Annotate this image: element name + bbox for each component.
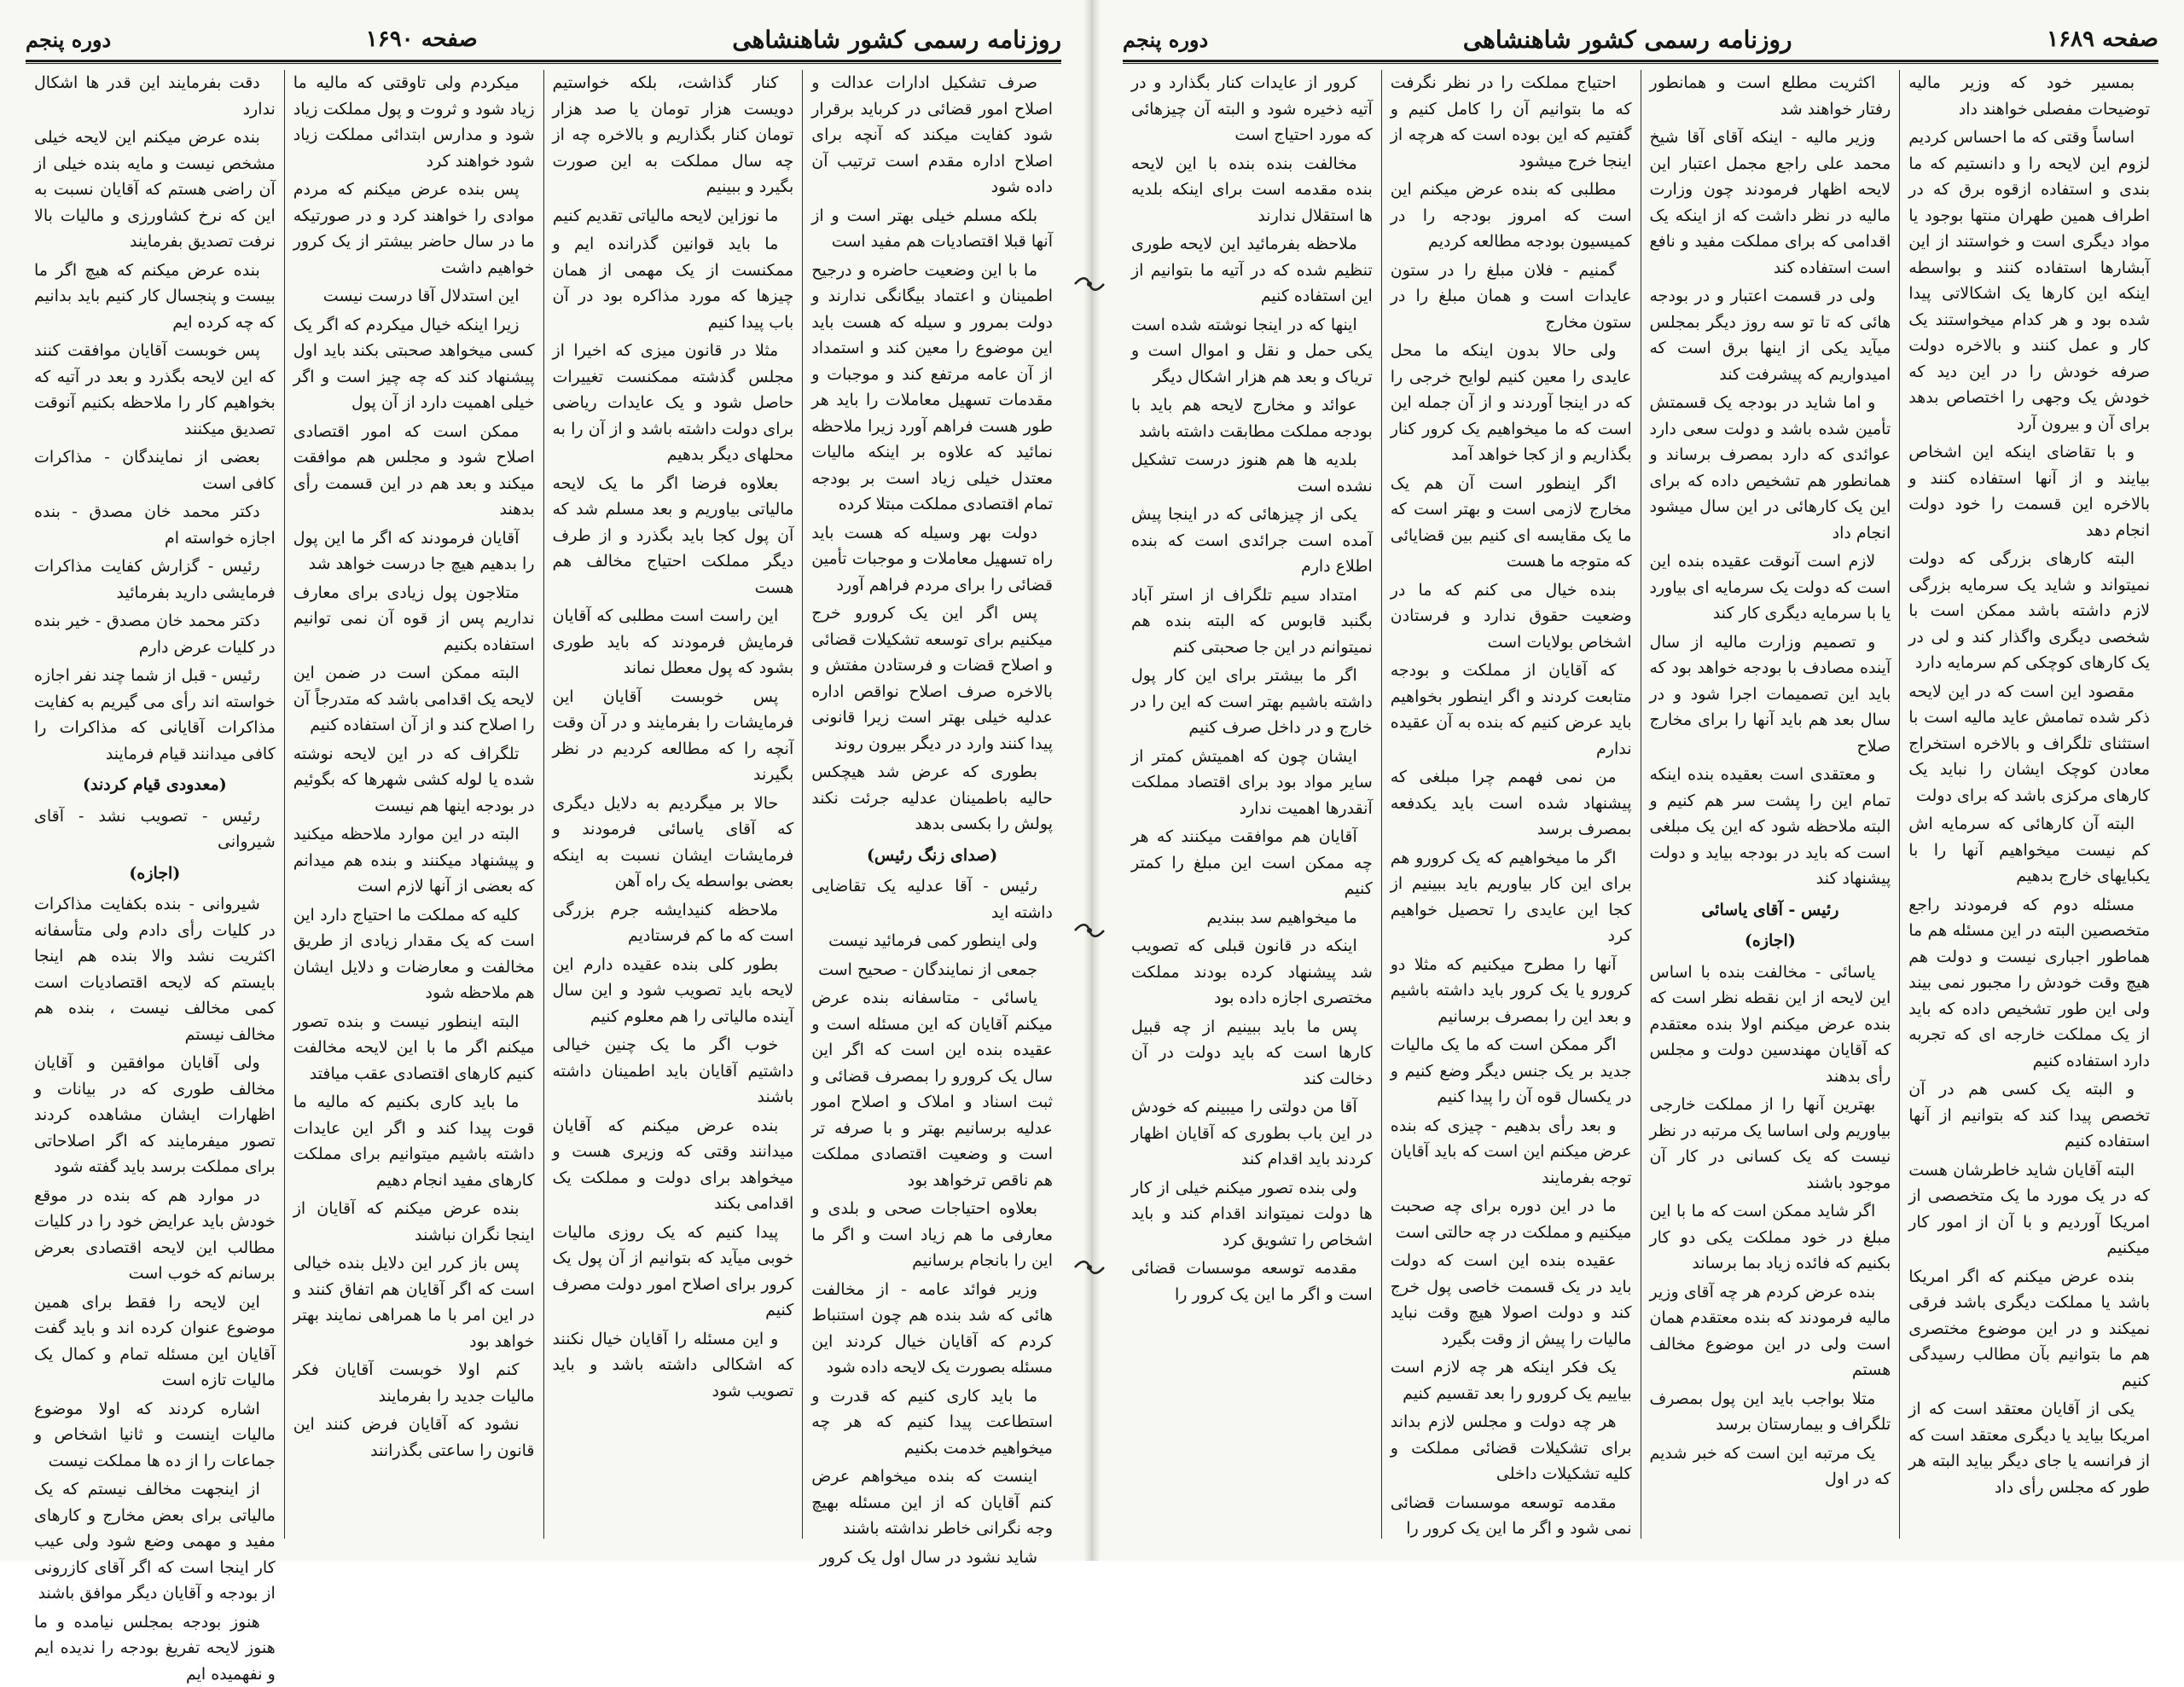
paragraph: کلیه که مملکت ما احتیاج دارد این است که یک مقدار زیادی از طریق مخالفت و معارضات و دلایل ایشان هم ملاحظه شود [293,902,535,1006]
paragraph: دولت بهر وسیله که هست باید راه تسهیل معاملات و موجبات تأمین قضائی را برای مردم فراهم آورد [811,520,1053,599]
paragraph: مقدمه توسعه موسسات قضائی نمی شود و اگر ما این یک کرور را [1391,1490,1632,1542]
paragraph: کنار گذاشت، بلکه خواستیم دویست هزار تومان یا صد هزار تومان کنار بگذاریم و بالاخره چه از چه سال مملکت به این صورت بگیرد و ببینیم [553,70,794,200]
paragraph: تلگراف که در این لایحه نوشته شده یا لوله کشی شهرها که بگوئیم در بودجه اینها هم نیست [293,741,535,820]
paragraph: هر چه دولت و مجلس لازم بداند برای تشکیلات قضائی مملکت و کلیه تشکیلات داخلی [1391,1409,1632,1487]
text-column [1641,70,1900,1539]
text-column [1899,70,2158,1539]
paragraph: ولی بنده تصور میکنم خیلی از کار ها دولت نمیتواند اقدام کند و باید اشخاص را تشویق کرد [1131,1175,1373,1254]
paragraph: ولی آقایان موافقین و آقایان مخالف طوری که در بیانات و اظهارات ایشان مشاهده کردند تصور میفرمایند که اگر اصلاحاتی برای مملکت برسد باید گفته شود [34,1050,276,1180]
paragraph: البته کارهای بزرگی که دولت نمیتواند و شاید یک سرمایه بزرگی لازم داشته باشد ممکن است با شخصی دیگری واگذار کند و لی در یک کارهای کوچکی کم سرمایه دارد [1908,546,2150,676]
paragraph: البته ممکن است در ضمن این لایحه یک اقدامی باشد که متدرجاً آن را اصلاح کند و از آن استفاده کنیم [293,660,535,739]
ornament-flourish-icon [1073,921,1106,940]
paragraph: آنها را مطرح میکنیم که مثلا دو کرورو یا یک کرور باید داشته باشیم و بعد این را بمصرف برسانیم [1391,952,1632,1030]
paragraph: کنم اولا خوبست آقایان فکر مالیات جدید را بفرمایند [293,1357,535,1409]
text-column [26,70,284,1539]
ornament-flourish-icon [1073,275,1106,293]
paragraph: بنده عرض کردم هر چه آقای وزیر مالیه فرمودند که بنده معتقدم همان است ولی در این موضوع مخالف هستم [1650,1279,1891,1383]
book-gutter [1083,0,1101,1561]
left-page [0,0,1088,1561]
paragraph: البته اینطور نیست و بنده تصور میکنم اگر ما با این لایحه مخالفت کنیم کارهای اقتصادی عقب میافتد [293,1009,535,1087]
paragraph: رئیس - آقای یاسائی [1650,897,1891,924]
left-page-edition: دوره پنجم [26,27,111,52]
paragraph: که آقایان از مملکت و بودجه متابعت کردند و اگر اینطور بخواهیم باید عرض کنیم که بنده به آن عقیده ندارم [1391,658,1632,762]
paragraph: متلاجون پول زیادی برای معارف نداریم پس از قوه آن نمی توانیم استفاده بکنیم [293,580,535,658]
right-page-columns [1123,70,2158,1539]
paragraph: یاسائی - متاسفانه بنده عرض میکنم آقایان که این مسئله است و عقیده بنده این است که اگر این سال یک کرورو را بمصرف قضائی و ثبت اسناد و املاک و اصلاح امور عدلیه برسانیم بهتر و با صرفه تر است و وضعیت اقتصادی مملکت هم ناقص ترخواهد بود [811,985,1053,1193]
paragraph: شیروانی - بنده بکفایت مذاکرات در کلیات رأی دادم ولی متأسفانه اکثریت نشد والا بنده هم اینجا بایستم که لایحه اقتصادیات است کمی مخالف نیست ، بنده هم مخالف نیستم [34,891,276,1047]
paragraph: این استدلال آقا درست نیست [293,283,535,310]
paragraph: اگر ممکن است که ما یک مالیات جدید بر یک جنس دیگر وضع کنیم و در یکسال قوه آن را پیدا کنیم [1391,1032,1632,1110]
paragraph: نشود که آقایان فرض کنند این قانون را ساعتی بگذرانند [293,1412,535,1464]
paragraph: اکثریت مطلع است و همانطور رفتار خواهند شد [1650,70,1891,122]
paragraph: زیرا اینکه خیال میکردم که اگر یک کسی میخواهد صحبتی بکند باید اول پیشنهاد کند که چه چیز است و اگر خیلی اهمیت دارد از آن پول [293,312,535,416]
paragraph: عقیده بنده این است که دولت باید در یک قسمت خاصی پول خرج کند و دولت اصولا هیچ وقت نباید مالیات را پیش از وقت بگیرد [1391,1248,1632,1352]
text-column [284,70,543,1539]
paragraph: مخالفت بنده بنده با این لایحه بنده مقدمه است برای اینکه بلدیه ها استقلال ندارند [1131,151,1373,229]
paragraph: ولی در قسمت اعتبار و در بودجه هائی که تا تو سه روز دیگر بمجلس میآید یکی از اینها برق است که امیدواریم که پیشرفت کند [1650,283,1891,387]
paragraph: هنوز بودجه بمجلس نیامده و ما هنوز لایحه تفریغ بودجه را ندیده ایم و نفهمیده ایم [34,1609,276,1687]
paragraph: متلا بواجب باید این پول بمصرف تلگراف و بیمارستان برسد [1650,1386,1891,1438]
paragraph: در موارد هم که بنده در موقع خودش باید عرایض خود را در کلیات مطالب این لایحه اقتصادی بعرض برسانم که خوب است [34,1183,276,1287]
paragraph: ملاحظه کنیدایشه جرم بزرگی است که ما کم فرستادیم [553,897,794,949]
paragraph: بنده خیال می کنم که ما در وضعیت حقوق ندارد و فرستادن اشخاص بولایات است [1391,577,1632,656]
paragraph: آقایان هم موافقت میکنند که هر چه ممکن است این مبلغ را کمتر کنیم [1131,824,1373,902]
paragraph: آقایان فرمودند که اگر ما این پول را بدهیم هیچ جا درست خواهد شد [293,525,535,577]
right-page-number: صفحه ۱۶۸۹ [2047,26,2158,52]
paragraph: رئیس - گزارش کفایت مذاکرات فرمایشی دارید بفرمائید [34,554,276,606]
paragraph: پیدا کنیم که یک روزی مالیات خوبی میآید که بتوانیم از آن پول یک کرور برای اصلاح امور دولت مصرف کنیم [553,1220,794,1324]
paragraph: پس باز کرر این دلایل بنده خیالی است که اگر آقایان هم اتفاق کنند و در این امر با ما همراهی نمایند بهتر خواهد بود [293,1250,535,1354]
paragraph: وزیر فوائد عامه - از مخالفت هائی که شد بنده هم چون استنباط کردم که آقایان خیال کردند این مسئله بصورت یک لایحه داده شود [811,1277,1053,1381]
paragraph: یکی از آقایان معتقد است که از امریکا بیاید یا دیگری معتقد است که از فرانسه یا جای دیگر بیاید البته هر طور که مجلس رأی داد [1908,1396,2150,1500]
paragraph: مقدمه توسعه موسسات قضائی است و اگر ما این یک کرور را [1131,1255,1373,1307]
left-page-newspaper-title: روزنامه رسمی کشور شاهنشاهی [732,26,1061,54]
paragraph: وزیر مالیه - اینکه آقای آقا شیخ محمد علی راجع مجمل اعتبار این لایحه اظهار فرمودند چون وزارت مالیه در نظر داشت که از اینکه یک اقدامی که برای مملکت مفید و نافع است استفاده کند [1650,125,1891,281]
paragraph: و اما شاید در بودجه یک قسمتش تأمین شده باشد و دولت سعی دارد عوائدی که دارد بمصرف برساند و همانطور هم تشخیص داده که برای این یک کارهائی در این سال میشود انجام داد [1650,390,1891,546]
paragraph: رئیس - آقا عدلیه یک تقاضایی داشته اید [811,873,1053,925]
paragraph: جمعی از نمایندگان - صحیح است [811,957,1053,983]
paragraph: عوائد و مخارج لایحه هم باید با بودجه مملکت مطابقت داشته باشد [1131,392,1373,444]
paragraph: کرور از عایدات کنار بگذارد و در آتیه ذخیره شود و البته آن چیزهائی که مورد احتیاج است [1131,70,1373,148]
paragraph: بنده عرض میکنم این لایحه خیلی مشخص نیست و مایه بنده خیلی از آن راضی هستم که آقایان نسبت به این که نرخ کشاورزی و مالیات بالا نرفت تصدیق بفرمایند [34,125,276,255]
paragraph: بطوری که عرض شد هیچکس حالیه باطمینان عدلیه جرئت نکند پولش را بکسی بدهد [811,759,1053,838]
paragraph: خوب اگر ما یک چنین خیالی داشتیم آقایان باید اطمینان داشته باشند [553,1032,794,1110]
paragraph: رئیس - قبل از شما چند نفر اجازه خواسته اند رأی می گیریم به کفایت مذاکرات آقایانی که مذاکرات را کافی میدانند قیام فرمایند [34,663,276,767]
left-header-rule [26,60,1061,64]
paragraph: یکی از چیزهائی که در اینجا پیش آمده است جرائدی است که بنده اطلاع دارم [1131,501,1373,580]
paragraph: صرف تشکیل ادارات عدالت و اصلاح امور قضائی در کرباید برقرار شود کفایت میکند که آنچه برای اصلاح اداره مقدم است ترتیب آن داده شود [811,70,1053,200]
paragraph: ملاحظه بفرمائید این لایحه طوری تنظیم شده که در آتیه ما بتوانیم از این استفاده کنیم [1131,231,1373,310]
paragraph: و تصمیم وزارت مالیه از سال آینده مصادف با بودجه خواهد بود که باید این تصمیمات اجرا شود و در سال بعد هم باید آنها را برای مخارج صلاح [1650,629,1891,760]
paragraph: بلدیه ها هم هنوز درست تشکیل نشده است [1131,447,1373,499]
paragraph: اگر شاید ممکن است که ما با این مبلغ در خود مملکت یکی دو کار بکنیم که فائده زیاد بما برساند [1650,1198,1891,1277]
paragraph: دکتر محمد خان مصدق - بنده اجازه خواسته ام [34,499,276,551]
paragraph: اینکه در قانون قبلی که تصویب شد پیشنهاد کرده بودند مملکت مختصری اجازه داده بود [1131,933,1373,1012]
paragraph: بهترین آنها را از مملکت خارجی بیاوریم ولی اساسا یک مرتبه در نظر نیست که یک کسانی در کار آن موجود باشند [1650,1092,1891,1196]
right-page-header [1123,20,2158,58]
paragraph: بنده عرض میکنم که هیچ اگر ما بیست و پنجسال کار کنیم باید بدانیم که چه کرده ایم [34,258,276,336]
paragraph: ما با این وضعیت حاضره و درجیح اطمینان و اعتماد بیگانگی ندارند و دولت بمرور و سیله که هست باید این موضوع را معین کند و استمداد از آن عامه مرتفع کند و موجبات و مقدمات تسهیل معاملات را باید هر طور هست فراهم آورد زیرا ملاحظه نمائید که علاوه بر اینکه مالیات معتدل خیلی زیاد است بر بودجه تمام اقتصادی مملکت مبتلا کرده [811,258,1053,518]
paragraph: بنده عرض میکنم که آقایان میدانند وقتی که وزیری هست و میخواهد برای دولت و مملکت یک اقدامی بکند [553,1113,794,1217]
text-column [1123,70,1381,1539]
ornament-flourish-icon [1073,1258,1106,1277]
paragraph: پس اگر این یک کرورو خرج میکنیم برای توسعه تشکیلات قضائی و اصلاح قضات و فرستادن مفتش و بالاخره صرف اصلاح نواقص اداره عدلیه خیلی بهتر است زیرا قانونی پیدا کنند وارد در دیگر بیرون روند [811,600,1053,757]
paragraph: ما باید کاری بکنیم که مالیه ما قوت پیدا کند و اگر این عایدات داشته باشیم میتوانیم برای مملکت کارهای مفید انجام دهیم [293,1089,535,1193]
right-page [1096,0,2184,1561]
paragraph: امتداد سیم تلگراف از استر آباد بگنبد قابوس که البته بنده هم نمیتوانم در این جا صحبتی کنم [1131,583,1373,661]
paragraph: اگر اینطور است آن هم یک مخارج لازمی است و بهتر است که ما یک مقایسه ای کنیم بین قضایائی که متوجه ما هست [1391,471,1632,575]
paragraph: و بعد رأی بدهیم - چیزی که بنده عرض میکنم این است که باید آقایان توجه بفرمایند [1391,1113,1632,1191]
paragraph: لازم است آنوقت عقیده بنده این است که دولت یک سرمایه ای بیاورد یا با سرمایه دیگری کار کند [1650,548,1891,627]
left-page-columns [26,70,1061,1539]
paragraph: ما در این دوره برای چه صحبت میکنیم و مملکت در چه حالتی است [1391,1193,1632,1245]
paragraph: پس خوبست آقایان موافقت کنند که این لایحه بگذرد و بعد در آتیه که بخواهیم کار را ملاحظه بکنیم آنوقت تصدیق میکنند [34,338,276,442]
paragraph: این لایحه را فقط برای همین موضوع عنوان کرده اند و باید گفت آقایان این مسئله تمام و کمال یک مالیات تازه است [34,1290,276,1394]
paragraph: ما نوزاین لایحه مالیاتی تقدیم کنیم [553,203,794,229]
paragraph: و این مسئله را آقایان خیال نکنند که اشکالی داشته باشد و باید تصویب شود [553,1326,794,1405]
paragraph: اگر ما میخواهیم که یک کرورو هم برای این کار بیاوریم باید ببینیم از کجا این عایدی را تحصیل خواهیم کرد [1391,845,1632,949]
paragraph: ایشان چون که اهمیتش کمتر از سایر مواد بود برای اقتصاد مملکت آنقدرها اهمیت ندارد [1131,744,1373,822]
text-column [802,70,1061,1539]
paragraph: میکردم ولی تاوقتی که مالیه ما زیاد شود و ثروت و پول مملکت زیاد شود و مدارس ابتدائی مملکت زیاد شود خواهند کرد [293,70,535,174]
text-column [543,70,803,1539]
paragraph: یاسائی - مخالفت بنده با اساس این لایحه از این نقطه نظر است که بنده عرض میکنم اولا بنده معتقدم که آقایان مهندسین دولت و مجلس رأی بدهند [1650,959,1891,1090]
paragraph: ما باید کاری کنیم که قدرت و استطاعت پیدا کنیم که هر چه میخواهیم خدمت بکنیم [811,1383,1053,1462]
paragraph: پس ما باید ببینیم از چه قبیل کارها است که باید دولت در آن دخالت کند [1131,1014,1373,1093]
paragraph: از اینجهت مخالف نیستم که یک مالیاتی برای بعض مخارج و کارهای مفید و مهمی وضع شود ولی عیب کار اینجا است که اگر آقای کازرونی از بودجه و آقایان دیگر موافق باشند [34,1476,276,1607]
right-header-rule [1123,60,2158,64]
right-page-edition: دوره پنجم [1123,27,1208,52]
paragraph: من نمی فهمم چرا مبلغی که پیشنهاد شده است باید یکدفعه بمصرف برسد [1391,764,1632,843]
text-column [1381,70,1641,1539]
paragraph: مثلا در قانون میزی که اخیرا از مجلس گذشته ممکنست تغییرات حاصل شود و یک عایدات ریاضی برای دولت داشته باشد و از آن را به محلهای دیگر بدهیم [553,338,794,468]
paragraph: مسئله دوم که فرمودند راجع متخصصین البته در این مسئله هم ما هماطور اجباری نیست و دولت هم هیچ وقت خودش را مجبور نمی بیند ولی این طور تشخیص داده که باید از یک مملکت خارجه ای که تجربه دارد استفاده کنیم [1908,892,2150,1075]
paragraph: احتیاج مملکت را در نظر نگرفت که ما بتوانیم آن را کامل کنیم و گفتیم که این بوده است که هرچه از اینجا خرج میشود [1391,70,1632,174]
paragraph: ولی حالا بدون اینکه ما محل عایدی را معین کنیم لوایح خرجی را که در اینجا آوردند و از آن جمله این است که ما میخواهیم یک کرور کنار بگذاریم و از کجا خواهد آمد [1391,338,1632,468]
paragraph: (اجازه) [34,861,276,887]
paragraph: اگر ما بیشتر برای این کار پول داشته باشیم بهتر است که این را در خارج و در داخل صرف کنیم [1131,663,1373,741]
paragraph: این راست است مطلبی که آقایان فرمایش فرمودند که باید طوری بشود که پول معطل نماند [553,603,794,681]
paragraph: البته آقایان شاید خاطرشان هست که در یک مورد ما یک متخصصی از امریکا آوردیم و با آن از امور کار میکنیم [1908,1157,2150,1261]
paragraph: یک مرتبه این است که خبر شدیم که در اول [1650,1441,1891,1493]
paragraph: بلکه مسلم خیلی بهتر است و از آنها قبلا اقتصادیات هم مفید است [811,203,1053,255]
paragraph: اینها که در اینجا نوشته شده است یکی حمل و نقل و اموال است و تریاک و بعد هم هزار اشکال دیگر [1131,312,1373,391]
paragraph: (معدودی قیام کردند) [34,772,276,798]
paragraph: اساساً وقتی که ما احساس کردیم لزوم این لایحه را و دانستیم که ما بندی و استفاده ازقوه برق که در اطراف همین طهران منتها بوجود یا مواد دیگری است و خواستند از این آبشارها استفاده کنند و بواسطه اینکه این کارها یک اشکالاتی پیدا شده بود و هر کدام میخواستند یک کار و عمل کنند و بالاخره دولت صرفه خودش را در این دید که خودش یک وجهی را اختصاص بدهد برای آن و بیرون آرد [1908,125,2150,437]
paragraph: بنده عرض میکنم که آقایان از اینجا نگران نباشند [293,1196,535,1248]
paragraph: حالا بر میگردیم به دلایل دیگری که آقای یاسائی فرمودند و فرمایشات ایشان نسبت به اینکه بعضی بواسطه یک راه آهن [553,791,794,895]
paragraph: و معتقدی است بعقیده بنده اینکه تمام این را پشت سر هم کنیم و البته ملاحظه شود که این یک مبلغی است که باید در بودجه بیاید و دولت پیشنهاد کند [1650,762,1891,892]
paragraph: گمنیم - فلان مبلغ را در ستون عایدات است و همان مبلغ را در ستون مخارج [1391,258,1632,336]
paragraph: بنده عرض میکنم که اگر امریکا باشد یا مملکت دیگری باشد فرقی نمیکند و در این موضوع مختصری هم ما بتوانیم بآن مطالب رسیدگی کنیم [1908,1264,2150,1394]
paragraph: آقا من دولتی را میبینم که خودش در این باب بطوری که آقایان اظهار کردند باید اقدام کند [1131,1094,1373,1173]
paragraph: دقت بفرمایند این قدر ها اشکال ندارد [34,70,276,122]
paragraph: دکتر محمد خان مصدق - خیر بنده در کلیات عرض دارم [34,608,276,660]
paragraph: بطور کلی بنده عقیده دارم این لایحه باید تصویب شود و این سال آینده مالیاتی را هم معلوم کنیم [553,952,794,1030]
paragraph: اشاره کردند که اولا موضوع مالیات اینست و ثانیا اشخاص و جماعات را از ده ها مملکت نیست [34,1396,276,1475]
paragraph: مطلبی که بنده عرض میکنم این است که امروز بودجه را در کمیسیون بودجه مطالعه کردیم [1391,177,1632,255]
paragraph: (صدای زنگ رئیس) [811,843,1053,869]
paragraph: بعضی از نمایندگان - مذاکرات کافی است [34,444,276,496]
paragraph: بعلاوه فرضا اگر ما یک لایحه مالیاتی بیاوریم و بعد مسلم شد که آن پول کجا باید بگذرد و از طرف دیگر مملکت احتیاج مخالف هم هست [553,471,794,601]
paragraph: یک فکر اینکه هر چه لازم است بیاییم یک کرورو را بعد تقسیم کنیم [1391,1354,1632,1406]
paragraph: و البته یک کسی هم در آن تخصص پیدا کند که بتوانیم از آنها استفاده کنیم [1908,1076,2150,1155]
paragraph: اینست که بنده میخواهم عرض کنم آقایان که از این مسئله بهیچ وجه نگرانی خاطر نداشته باشند [811,1464,1053,1542]
paragraph: پس بنده عرض میکنم که مردم موادی را خواهند کرد و در صورتیکه ما در سال حاضر بیشتر از یک کرور خواهیم داشت [293,177,535,281]
paragraph: ممکن است که امور اقتصادی اصلاح شود و مجلس هم موافقت میکند و بعد هم در این قسمت رأی بدهند [293,419,535,523]
paragraph: شاید نشود در سال اول یک کرور [811,1545,1053,1571]
paragraph: البته آن کارهائی که سرمایه اش کم نیست میخواهیم آنها را با یکبایهای خارج بدهیم [1908,811,2150,890]
paragraph: (اجازه) [1650,928,1891,954]
paragraph: ما باید قوانین گذرانده ایم و ممکنست از یک مهمی از همان چیزها که مورد مذاکره بود در آن باب پیدا کنیم [553,231,794,335]
left-page-header [26,20,1061,58]
paragraph: ما میخواهیم سد ببندیم [1131,905,1373,931]
paragraph: ولی اینطور کمی فرمائید نیست [811,928,1053,954]
paragraph: البته در این موارد ملاحظه میکنید و پیشنهاد میکنند و بنده هم میدانم که بعضی از آنها لازم است [293,821,535,900]
right-page-newspaper-title: روزنامه رسمی کشور شاهنشاهی [1463,26,1792,54]
paragraph: پس خوبست آقایان این فرمایشات را بفرمایند و در آن وقت آنچه را که مطالعه کردیم در نظر بگیرند [553,684,794,788]
left-page-number: صفحه ۱۶۹۰ [366,26,478,52]
paragraph: بعلاوه احتیاجات صحی و بلدی و معارفی ما هم زیاد است و اگر ما این را بانجام برسانیم [811,1196,1053,1274]
paragraph: رئیس - تصویب نشد - آقای شیروانی [34,803,276,855]
paragraph: و با تقاضای اینکه این اشخاص بیایند و از آنها استفاده کنند و بالاخره این قسمت را خود دولت انجام دهد [1908,439,2150,543]
paragraph: بمسیر خود که وزیر مالیه توضیحات مفصلی خواهند داد [1908,70,2150,122]
paragraph: مقصود این است که در این لایحه ذکر شده تمامش عاید مالیه است با استثنای تلگراف و بالاخره استخراج معادن کوچک ایشان را نباید یک کارهای مرکزی باشد که برای دولت [1908,679,2150,809]
